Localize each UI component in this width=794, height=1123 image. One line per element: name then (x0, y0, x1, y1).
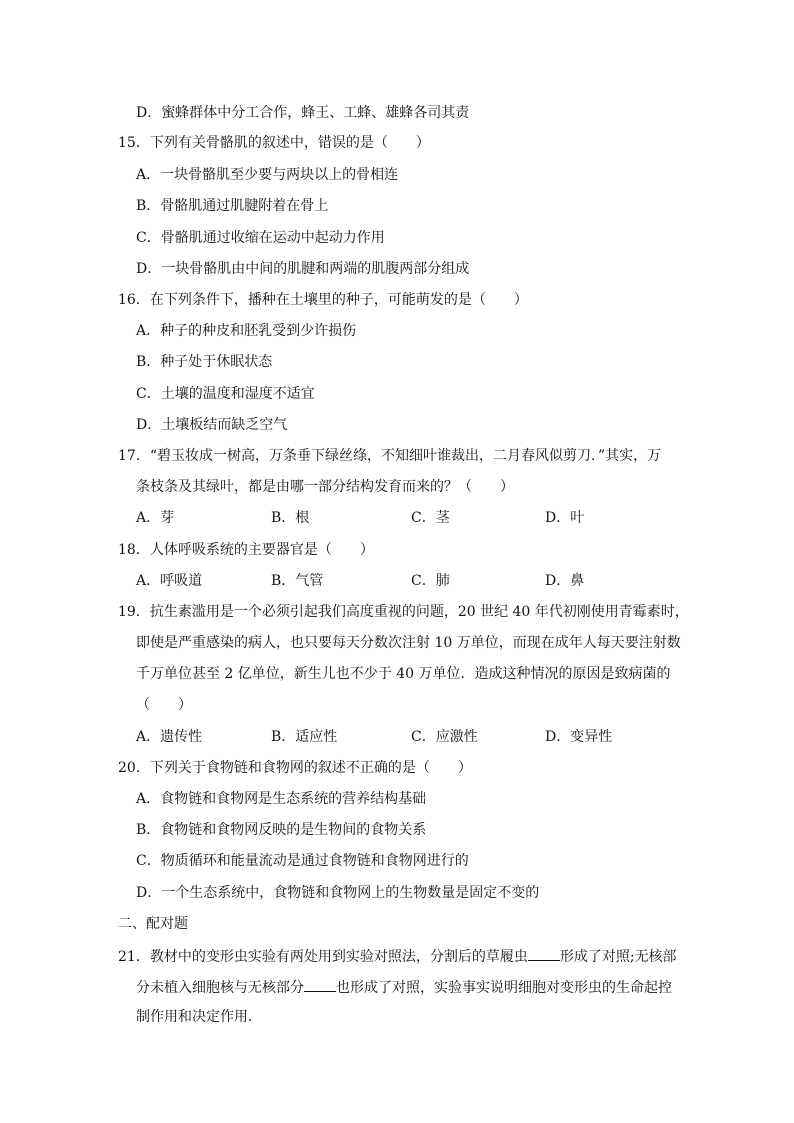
q16-option-b: B．种子处于休眠状态 (136, 354, 273, 370)
q21-blank-1[interactable] (528, 946, 560, 961)
q21-line1-text-b: 形成了对照;无核部 (559, 949, 677, 965)
q15-option-a: A．一块骨骼肌至少要与两块以上的骨相连 (136, 167, 399, 183)
q17-option-b: B．根 (271, 510, 310, 526)
q20-option-a: A．食物链和食物网是生态系统的营养结构基础 (136, 791, 427, 807)
q18-option-c: C．肺 (411, 573, 450, 589)
q17-option-d: D．叶 (545, 510, 585, 526)
q18-option-a: A．呼吸道 (136, 573, 203, 589)
q14-option-d: D．蜜蜂群体中分工合作，蜂王、工蜂、雄蜂各司其责 (136, 105, 470, 121)
section-title: 二、配对题 (118, 916, 188, 932)
q19-stem-line4: （ ） (136, 697, 192, 713)
q21-line1 (118, 946, 677, 966)
q19-option-b: B．适应性 (271, 729, 338, 745)
q21-line2-text-b: 也形成了对照，实验事实说明细胞对变形虫的生命起控 (336, 980, 672, 996)
q19-option-c: C．应激性 (411, 729, 478, 745)
q15-stem: 15．下列有关骨骼肌的叙述中，错误的是（ ） (118, 135, 430, 151)
q16-option-a: A．种子的种皮和胚乳受到少许损伤 (136, 323, 357, 339)
q16-option-d: D．土壤板结而缺乏空气 (136, 417, 288, 433)
q21-line2-text-a: 分未植入细胞核与无核部分 (136, 980, 304, 996)
q19-option-d: D．变异性 (545, 729, 613, 745)
q19-stem-line1: 19．抗生素滥用是一个必须引起我们高度重视的问题，20 世纪 40 年代初刚使用青霉素时， (118, 604, 689, 620)
q17-option-c: C．茎 (411, 510, 450, 526)
q21-blank-2[interactable] (304, 977, 336, 992)
q18-option-d: D．鼻 (545, 573, 585, 589)
q20-option-d: D．一个生态系统中，食物链和食物网上的生物数量是固定不变的 (136, 885, 540, 901)
q17-stem-line2: 条枝条及其绿叶，都是由哪一部分结构发育而来的？（ ） (136, 479, 514, 495)
q16-option-c: C．土壤的温度和湿度不适宜 (136, 386, 315, 402)
q16-stem: 16．在下列条件下，播种在土壤里的种子，可能萌发的是（ ） (118, 292, 528, 308)
q21-line2 (136, 977, 672, 997)
q18-stem: 18．人体呼吸系统的主要器官是（ ） (118, 542, 374, 558)
q20-option-b: B．食物链和食物网反映的是生物间的食物关系 (136, 822, 427, 838)
q15-option-c: C．骨骼肌通过收缩在运动中起动力作用 (136, 230, 385, 246)
q17-option-a: A．芽 (136, 510, 175, 526)
q15-option-d: D．一块骨骼肌由中间的肌腱和两端的肌腹两部分组成 (136, 261, 470, 277)
q19-stem-line2: 即使是严重感染的病人，也只要每天分数次注射 10 万单位，而现在成年人每天要注射数 (136, 635, 681, 651)
q15-option-b: B．骨骼肌通过肌腱附着在骨上 (136, 198, 329, 214)
q21-line3: 制作用和决定作用． (136, 1009, 262, 1025)
q18-option-b: B．气管 (271, 573, 324, 589)
q17-stem-line1: 17．“碧玉妆成一树高，万条垂下绿丝绦，不知细叶谁裁出，二月春风似剪刀．”其实，万 (118, 448, 662, 464)
q20-stem: 20．下列关于食物链和食物网的叙述不正确的是（ ） (118, 760, 472, 776)
q19-stem-line3: 千万单位甚至 2 亿单位，新生儿也不少于 40 万单位．造成这种情况的原因是致病菌的 (136, 666, 671, 682)
q21-line1-text-a: 21．教材中的变形虫实验有两处用到实验对照法，分割后的草履虫 (118, 949, 528, 965)
q19-option-a: A．遗传性 (136, 729, 203, 745)
q20-option-c: C．物质循环和能量流动是通过食物链和食物网进行的 (136, 853, 469, 869)
